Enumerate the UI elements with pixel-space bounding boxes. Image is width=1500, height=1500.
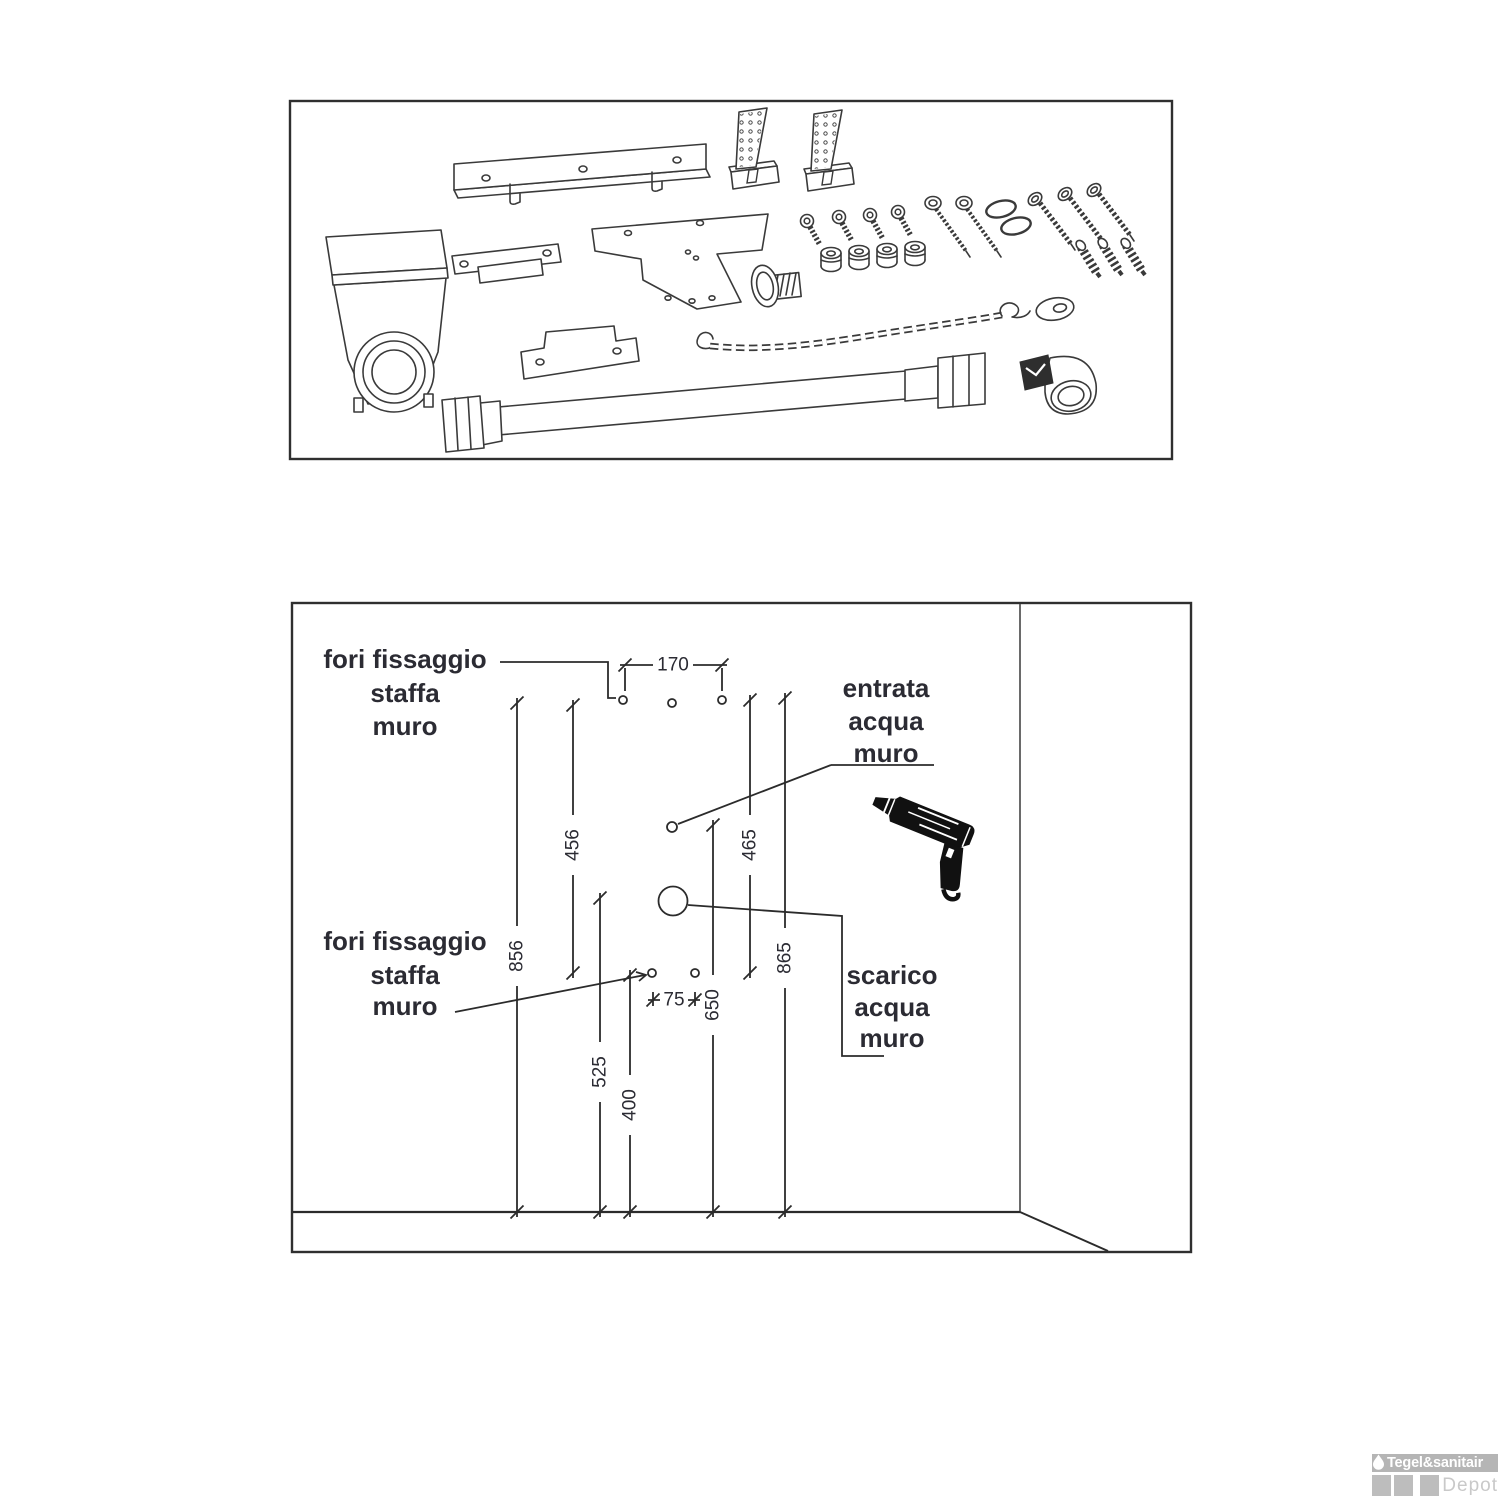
label-entrata-acqua-muro <box>843 673 930 768</box>
dim-865-value: 865 <box>774 942 796 974</box>
label-line: staffa <box>370 678 440 708</box>
dim-456-value: 456 <box>562 829 584 861</box>
dim-400-value: 400 <box>619 1089 641 1121</box>
dim-525-value: 525 <box>589 1056 611 1088</box>
install-box <box>292 603 1191 1252</box>
label-line: muro <box>859 1023 925 1053</box>
droplet-icon <box>1372 1454 1385 1470</box>
logo-square <box>1394 1475 1413 1496</box>
label-line: staffa <box>370 960 440 990</box>
label-line: fori fissaggio <box>323 926 487 956</box>
dim-856-value: 856 <box>506 940 528 972</box>
bracket-hole-top-2 <box>668 699 676 707</box>
bracket-hole-top-1 <box>619 696 627 704</box>
brand-watermark <box>1372 1454 1498 1496</box>
brand-row <box>1372 1475 1498 1496</box>
label-line: muro <box>853 738 919 768</box>
dim-75-value: 75 <box>663 989 685 1011</box>
dim-170-value: 170 <box>657 654 689 676</box>
depot-label: Depot <box>1442 1475 1498 1496</box>
dim-465-value: 465 <box>739 829 761 861</box>
bracket-hole-top-3 <box>718 696 726 704</box>
brand-bar: Tegel&sanitair <box>1372 1454 1498 1472</box>
logo-square <box>1420 1475 1439 1496</box>
label-line: acqua <box>848 706 924 736</box>
label-scarico-acqua-muro <box>846 960 937 1053</box>
label-line: fori fissaggio <box>323 644 487 674</box>
label-line: acqua <box>854 992 930 1022</box>
label-line: muro <box>372 711 438 741</box>
water-drain-hole <box>659 887 688 916</box>
water-inlet-hole <box>667 822 677 832</box>
bracket-hole-bottom-2 <box>691 969 699 977</box>
dim-650-value: 650 <box>702 989 724 1021</box>
parts-box <box>290 101 1172 459</box>
droplet-square <box>1372 1475 1391 1496</box>
bracket-hole-bottom-1 <box>648 969 656 977</box>
label-line: entrata <box>842 673 930 703</box>
label-line: muro <box>372 991 438 1021</box>
label-line: scarico <box>846 960 938 990</box>
